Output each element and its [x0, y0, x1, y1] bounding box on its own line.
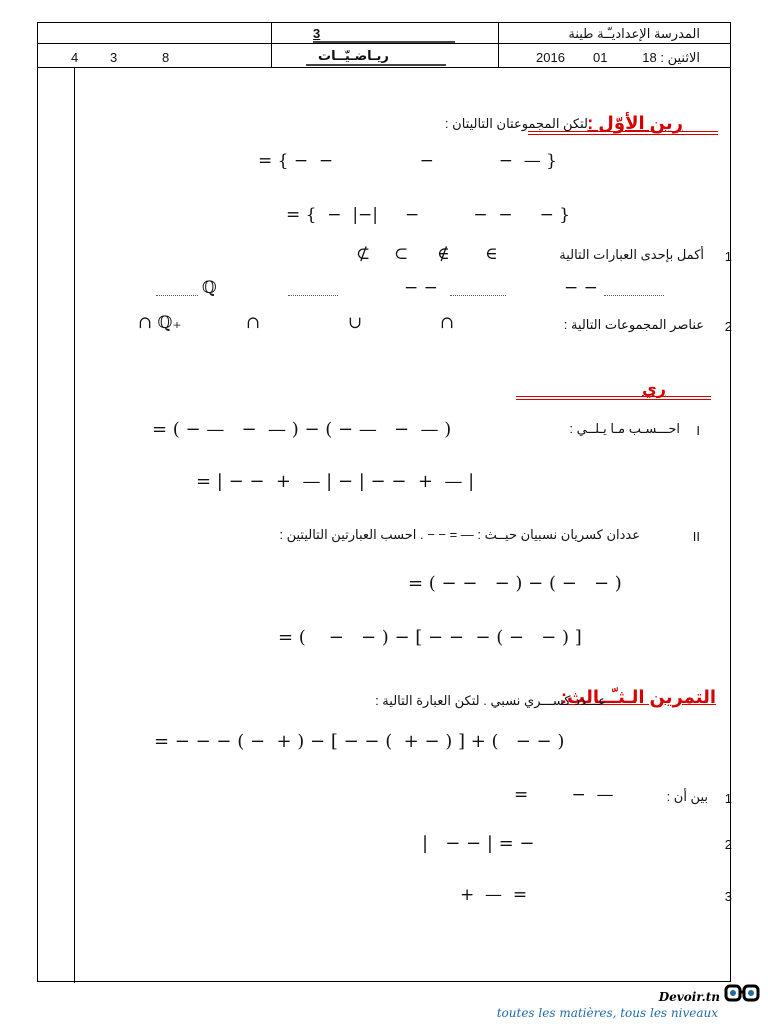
question-number: 1 — [724, 791, 732, 806]
class-number: 3 — [110, 50, 118, 65]
glasses-logo-icon — [724, 980, 760, 1004]
part-number: I — [696, 423, 700, 438]
question-text: بين أن : — [666, 789, 708, 804]
expression: = − — — [514, 785, 614, 805]
part-number: II — [692, 529, 700, 544]
header-divider — [38, 67, 730, 68]
symbol-intersection-q-plus: ∩ ℚ₊ — [138, 313, 182, 333]
expression: = − − − ( − + ) − [ − − ( + − ) ] + ( − − ) — [154, 731, 565, 752]
symbol-union: ∪ — [348, 313, 363, 333]
answer-blank[interactable] — [288, 295, 338, 296]
question-number: 2 — [724, 319, 732, 334]
expression: = ( − — − — ) − ( − — − — ) — [152, 419, 452, 440]
answer-blank[interactable] — [156, 295, 198, 296]
page-number-underline — [313, 41, 455, 43]
brand-name: Devoir.tn — [658, 990, 720, 1004]
answer-blank[interactable] — [450, 295, 506, 296]
expression: = ( − − ) − [ − − − ( − − ) ] — [278, 627, 582, 648]
question-text: أكمل بإحدى العبارات التالية — [559, 247, 704, 262]
symbol-intersection: ∩ — [246, 313, 261, 333]
exercise1-intro: لتكن المجموعتان التاليتان : — [444, 116, 588, 131]
title-rule — [528, 134, 718, 135]
header-divider — [38, 43, 730, 44]
title-rule — [516, 399, 711, 400]
part-text: احـــسـب مـا يـلــي : — [569, 421, 680, 436]
header-column-line — [271, 23, 272, 67]
expression: + — = — [460, 885, 528, 905]
fraction-pair: − − — [404, 278, 438, 298]
expression: | − − | = − — [422, 833, 535, 854]
expression: = ( − − − ) − ( − − ) — [408, 573, 622, 594]
set-definition: = { − |−| − − − − } — [286, 205, 571, 225]
title-rule — [516, 396, 711, 397]
symbol-in: ∈ — [485, 244, 498, 264]
set-q: ℚ — [202, 278, 217, 298]
class-number: 4 — [71, 50, 79, 65]
set-definition: = { − − − − — } — [258, 151, 557, 171]
part-text: عددان كسريان نسبيان حيــث : — = − − . احسب العبارتين التاليتين : — [279, 527, 640, 542]
footer-tagline: toutes les matières, tous les niveaux — [496, 1006, 718, 1020]
question-number: 1 — [724, 249, 732, 264]
school-name: المدرسة الإعداديـّـة طينة — [568, 26, 700, 41]
symbol-not-in: ∉ — [437, 244, 450, 264]
exercise2-title: ري — [642, 381, 666, 398]
header-column-line — [498, 23, 499, 67]
answer-blank[interactable] — [604, 295, 664, 296]
fraction-pair: − − — [564, 278, 598, 298]
class-number: 8 — [162, 50, 170, 65]
subject: ريـاضـيّــات — [318, 48, 389, 63]
margin-line — [74, 67, 75, 983]
exam-page — [37, 22, 731, 982]
subject-underline — [306, 64, 446, 66]
page-number: 3 — [313, 26, 321, 41]
date-day: الاثنين : 18 — [642, 50, 700, 65]
exercise1-title: رين الأوّل : — [587, 113, 683, 133]
symbol-not-subset: ⊄ — [356, 244, 371, 264]
date-year: 2016 — [536, 50, 565, 65]
question-number: 3 — [724, 889, 732, 904]
question-text: عناصر المجموعات التالية : — [563, 317, 704, 332]
symbol-subset: ⊂ — [394, 244, 409, 264]
exercise3-title: التمرين الـثـّــالث: — [561, 687, 716, 707]
exercise3-intro: عـــدد كســـري نسبي . لتكن العبارة التالية : — [375, 693, 606, 708]
expression: = | − − + — | − | − − + — | — [196, 471, 475, 492]
symbol-intersection: ∩ — [440, 313, 455, 333]
question-number: 2 — [724, 837, 732, 852]
date-month: 01 — [593, 50, 608, 65]
